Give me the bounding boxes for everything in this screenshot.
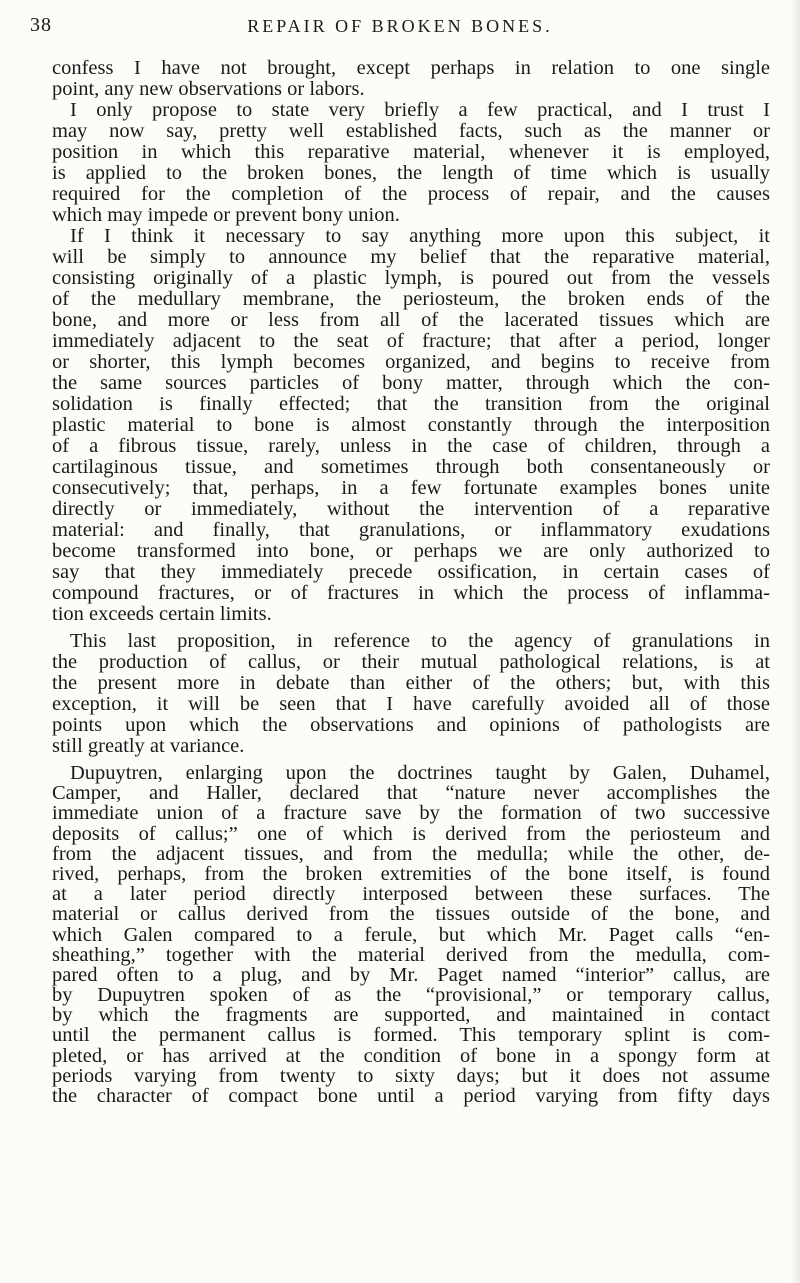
text-line: immediate union of a fracture save by the formation of two successive [52, 802, 770, 825]
text-line: say that they immediately precede ossification, in certain cases of [52, 561, 770, 583]
text-line: tion exceeds certain limits. [52, 603, 272, 625]
body-text [52, 58, 770, 1106]
text-line: sheathing,” together with the material derived from the medulla, com- [52, 943, 770, 966]
text-line: until the permanent callus is formed. This temporary splint is com- [52, 1024, 770, 1047]
text-line: required for the completion of the process of repair, and the causes [52, 183, 770, 205]
text-line: become transformed into bone, or perhaps we are only authorized to [52, 540, 770, 562]
running-head: REPAIR OF BROKEN BONES. [247, 16, 553, 36]
text-line: compound fractures, or of fractures in which the process of inflamma- [52, 582, 770, 604]
text-line: at a later period directly interposed between these surfaces. The [52, 883, 770, 906]
text-line: the character of compact bone until a period varying from fifty days [52, 1085, 770, 1107]
text-line: may now say, pretty well established facts, such as the manner or [52, 120, 770, 142]
text-line: the production of callus, or their mutual pathological relations, is at [52, 651, 770, 673]
paragraph [52, 100, 770, 226]
text-line: solidation is finally effected; that the transition from the original [52, 393, 770, 415]
paragraph [52, 226, 770, 625]
text-line: pleted, or has arrived at the condition of bone in a spongy form at [52, 1044, 770, 1067]
text-line: If I think it necessary to say anything more upon this subject, it [70, 225, 770, 247]
paragraph [52, 58, 770, 100]
text-line: which Galen compared to a ferule, but which Mr. Paget calls “en- [52, 923, 770, 946]
text-line: Dupuytren, enlarging upon the doctrines taught by Galen, Duhamel, [70, 762, 770, 784]
paragraph [52, 763, 770, 1106]
paragraph [52, 631, 770, 757]
text-line: exception, it will be seen that I have carefully avoided all of those [52, 693, 770, 715]
text-line: bone, and more or less from all of the lacerated tissues which are [52, 309, 770, 331]
text-line: material or callus derived from the tissues outside of the bone, and [52, 903, 770, 926]
text-line: deposits of callus;” one of which is derived from the periosteum and [52, 822, 770, 845]
text-line: plastic material to bone is almost constantly through the interposition [52, 414, 770, 436]
text-line: of a fibrous tissue, rarely, unless in the case of children, through a [52, 435, 770, 457]
text-line: of the medullary membrane, the periosteum, the broken ends of the [52, 288, 770, 310]
text-line: periods varying from twenty to sixty days; but it does not assume [52, 1064, 770, 1087]
text-line: point, any new observations or labors. [52, 78, 365, 100]
text-line: position in which this reparative material, whenever it is employed, [52, 141, 770, 163]
text-line: the present more in debate than either of the others; but, with this [52, 672, 770, 694]
page-edge-shadow [790, 0, 800, 1283]
text-line: consecutively; that, perhaps, in a few fortunate examples bones unite [52, 477, 770, 499]
text-line: will be simply to announce my belief that the reparative material, [52, 246, 770, 268]
text-line: by Dupuytren spoken of as the “provisional,” or temporary callus, [52, 984, 770, 1007]
text-line: which may impede or prevent bony union. [52, 204, 400, 226]
text-line: or shorter, this lymph becomes organized, and begins to receive from [52, 351, 770, 373]
text-line: points upon which the observations and opinions of pathologists are [52, 714, 770, 736]
text-line: is applied to the broken bones, the length of time which is usually [52, 162, 770, 184]
text-line: rived, perhaps, from the broken extremities of the bone itself, is found [52, 862, 770, 885]
page-number: 38 [30, 14, 52, 36]
text-line: the same sources particles of bony matter, through which the con- [52, 372, 770, 394]
text-line: directly or immediately, without the intervention of a reparative [52, 498, 770, 520]
text-line: pared often to a plug, and by Mr. Paget named “interior” callus, are [52, 963, 770, 986]
text-line: by which the fragments are supported, and maintained in contact [52, 1004, 770, 1027]
text-line: immediately adjacent to the seat of fracture; that after a period, longer [52, 330, 770, 352]
text-line: cartilaginous tissue, and sometimes through both consentaneously or [52, 456, 770, 478]
text-line: confess I have not brought, except perhaps in relation to one single [52, 57, 770, 79]
text-line: consisting originally of a plastic lymph, is poured out from the vessels [52, 267, 770, 289]
text-line: Camper, and Haller, declared that “nature never accomplishes the [52, 782, 770, 805]
text-line: from the adjacent tissues, and from the medulla; while the other, de- [52, 842, 770, 865]
text-line: This last proposition, in reference to the agency of granulations in [70, 630, 770, 652]
text-line: still greatly at variance. [52, 735, 245, 757]
text-line: material: and finally, that granulations, or inflammatory exudations [52, 519, 770, 541]
text-line: I only propose to state very briefly a few practical, and I trust I [70, 99, 770, 121]
